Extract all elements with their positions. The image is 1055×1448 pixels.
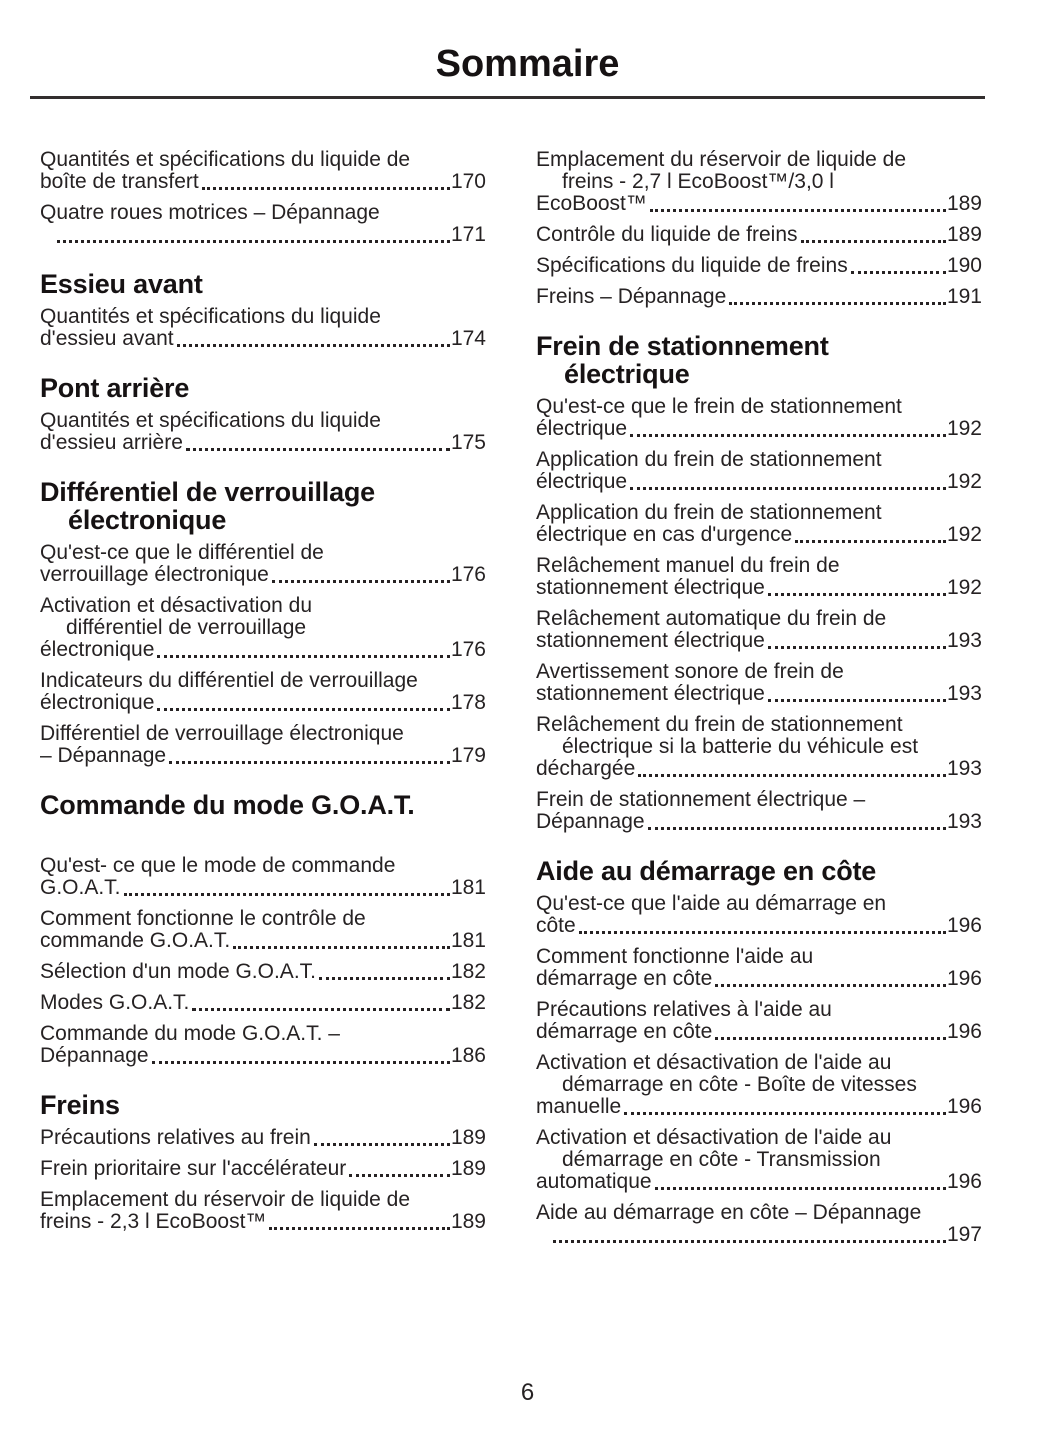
toc-entry[interactable] bbox=[40, 1158, 486, 1180]
toc-entry-leader-line bbox=[536, 1224, 982, 1246]
toc-entry-text: différentiel de verrouillage bbox=[66, 616, 307, 639]
toc-entry-text: électrique si la batterie du véhicule est bbox=[562, 735, 919, 758]
toc-entry-text: Freins – Dépannage bbox=[536, 285, 727, 308]
toc-entry-text: électronique bbox=[40, 691, 155, 714]
dot-leader bbox=[152, 1061, 450, 1064]
section-heading bbox=[40, 791, 486, 819]
section-heading-line: Essieu avant bbox=[40, 269, 203, 299]
toc-entry[interactable] bbox=[40, 961, 486, 983]
toc-entry-text: freins - 2,3 l EcoBoost™ bbox=[40, 1210, 267, 1233]
toc-entry-text: Contrôle du liquide de freins bbox=[536, 223, 798, 246]
toc-entry-leader-line bbox=[536, 224, 982, 246]
entry-page-number: 179 bbox=[450, 744, 486, 767]
toc-entry[interactable] bbox=[536, 714, 982, 780]
toc-entry-text: Sélection d'un mode G.O.A.T. bbox=[40, 960, 316, 983]
toc-column-left bbox=[40, 149, 486, 1255]
toc-entry-leader-line bbox=[40, 1158, 486, 1180]
title-divider bbox=[30, 96, 985, 99]
page-title: Sommaire bbox=[435, 43, 620, 85]
dot-leader bbox=[795, 540, 946, 543]
dot-leader bbox=[768, 593, 946, 596]
toc-entry-text: Qu'est-ce que l'aide au démarrage en bbox=[536, 892, 887, 915]
toc-entry-leader-line bbox=[536, 968, 982, 990]
toc-entry-text: manuelle bbox=[536, 1095, 622, 1118]
toc-entry-text: Précautions relatives au frein bbox=[40, 1126, 311, 1149]
toc-entry[interactable] bbox=[40, 410, 486, 454]
entry-page-number: 193 bbox=[946, 682, 982, 705]
toc-entry-text: démarrage en côte - Transmission bbox=[562, 1148, 881, 1171]
dot-leader bbox=[638, 774, 946, 777]
entry-page-number: 197 bbox=[946, 1223, 982, 1246]
toc-entry[interactable] bbox=[536, 449, 982, 493]
toc-entry-leader-line bbox=[536, 286, 982, 308]
toc-entry-leader-line bbox=[40, 224, 486, 246]
toc-entry[interactable] bbox=[40, 723, 486, 767]
entry-page-number: 176 bbox=[450, 563, 486, 586]
toc-entry[interactable] bbox=[40, 855, 486, 899]
section-heading-line: électronique bbox=[68, 505, 227, 535]
dot-leader bbox=[177, 344, 450, 347]
dot-leader bbox=[124, 893, 450, 896]
dot-leader bbox=[768, 699, 946, 702]
toc-entry-text: freins - 2,7 l EcoBoost™/3,0 l bbox=[562, 170, 834, 193]
toc-entry-text: Relâchement automatique du frein de bbox=[536, 607, 887, 630]
toc-entry-text: verrouillage électronique bbox=[40, 563, 269, 586]
toc-entry-leader-line bbox=[536, 1021, 982, 1043]
toc-entry-text: Emplacement du réservoir de liquide de bbox=[40, 1188, 411, 1211]
toc-entry[interactable] bbox=[536, 224, 982, 246]
section-heading bbox=[40, 1091, 486, 1119]
toc-entry[interactable] bbox=[536, 1127, 982, 1193]
toc-entry-text: Quantités et spécifications du liquide bbox=[40, 409, 381, 432]
toc-entry-text: Qu'est-ce que le frein de stationnement bbox=[536, 395, 902, 418]
entry-page-number: 189 bbox=[946, 192, 982, 215]
entry-page-number: 192 bbox=[946, 576, 982, 599]
toc-entry-text: démarrage en côte - Boîte de vitesses bbox=[562, 1073, 917, 1096]
dot-leader bbox=[269, 1227, 450, 1230]
toc-entry-leader-line bbox=[40, 692, 486, 714]
toc-entry-leader-line bbox=[40, 1127, 486, 1149]
toc-entry-text: Aide au démarrage en côte – Dépannage bbox=[536, 1201, 922, 1224]
entry-page-number: 191 bbox=[946, 285, 982, 308]
toc-entry-leader-line bbox=[536, 471, 982, 493]
entry-page-number: 192 bbox=[946, 523, 982, 546]
toc-entry[interactable] bbox=[40, 1189, 486, 1233]
entry-page-number: 193 bbox=[946, 757, 982, 780]
toc-entry-text: stationnement électrique bbox=[536, 576, 765, 599]
toc-entry-text: Comment fonctionne l'aide au bbox=[536, 945, 814, 968]
toc-entry-text: Avertissement sonore de frein de bbox=[536, 660, 844, 683]
entry-page-number: 171 bbox=[450, 223, 486, 246]
toc-entry-leader-line bbox=[536, 255, 982, 277]
entry-page-number: 193 bbox=[946, 629, 982, 652]
entry-page-number: 182 bbox=[450, 960, 486, 983]
section-heading bbox=[40, 270, 486, 298]
toc-entry[interactable] bbox=[536, 661, 982, 705]
toc-entry-text: Dépannage bbox=[40, 1044, 149, 1067]
dot-leader bbox=[157, 655, 450, 658]
toc-entry[interactable] bbox=[40, 1127, 486, 1149]
entry-page-number: 189 bbox=[450, 1126, 486, 1149]
entry-page-number: 192 bbox=[946, 470, 982, 493]
entry-page-number: 193 bbox=[946, 810, 982, 833]
toc-entry-text: déchargée bbox=[536, 757, 636, 780]
toc-entry-text: commande G.O.A.T. bbox=[40, 929, 231, 952]
toc-entry-text: Différentiel de verrouillage électronique bbox=[40, 722, 404, 745]
toc-entry-leader-line bbox=[40, 961, 486, 983]
entry-page-number: 189 bbox=[946, 223, 982, 246]
toc-entry-text: Indicateurs du différentiel de verrouillage bbox=[40, 669, 418, 692]
toc-entry-leader-line bbox=[40, 564, 486, 586]
toc-entry-leader-line bbox=[40, 930, 486, 952]
page-number: 6 bbox=[520, 1379, 535, 1406]
toc-entry[interactable] bbox=[40, 202, 486, 246]
entry-page-number: 196 bbox=[946, 967, 982, 990]
toc-entry-leader-line bbox=[536, 811, 982, 833]
dot-leader bbox=[319, 977, 450, 980]
dot-leader bbox=[655, 1187, 946, 1190]
toc-entry-text: électrique bbox=[536, 417, 628, 440]
dot-leader bbox=[314, 1143, 450, 1146]
toc-entry[interactable] bbox=[536, 396, 982, 440]
entry-page-number: 170 bbox=[450, 170, 486, 193]
toc-entry-text: Frein de stationnement électrique – bbox=[536, 788, 866, 811]
dot-leader bbox=[624, 1112, 946, 1115]
dot-leader bbox=[630, 487, 946, 490]
toc-entry-leader-line bbox=[536, 577, 982, 599]
entry-page-number: 189 bbox=[450, 1157, 486, 1180]
dot-leader bbox=[57, 240, 450, 243]
section-heading bbox=[40, 478, 486, 534]
toc-entry-text: Application du frein de stationnement bbox=[536, 501, 882, 524]
toc-entry-text: Modes G.O.A.T. bbox=[40, 991, 190, 1014]
dot-leader bbox=[192, 1008, 450, 1011]
toc-entry-text: stationnement électrique bbox=[536, 682, 765, 705]
toc-entry-text: Activation et désactivation de l'aide au bbox=[536, 1051, 892, 1074]
toc-entry[interactable] bbox=[40, 149, 486, 193]
section-heading-line: Pont arrière bbox=[40, 373, 190, 403]
toc-entry[interactable] bbox=[40, 306, 486, 350]
entry-page-number: 196 bbox=[946, 1020, 982, 1043]
entry-page-number: 189 bbox=[450, 1210, 486, 1233]
dot-leader bbox=[202, 187, 450, 190]
toc-entry-text: côte bbox=[536, 914, 576, 937]
toc-entry-text: Précautions relatives à l'aide au bbox=[536, 998, 832, 1021]
section-heading-line: Aide au démarrage en côte bbox=[536, 856, 877, 886]
toc-entry-text: automatique bbox=[536, 1170, 652, 1193]
toc-entry[interactable] bbox=[40, 908, 486, 952]
toc-entry[interactable] bbox=[40, 595, 486, 661]
dot-leader bbox=[349, 1174, 450, 1177]
toc bbox=[0, 149, 1055, 1255]
toc-entry-text: électronique bbox=[40, 638, 155, 661]
entry-page-number: 196 bbox=[946, 914, 982, 937]
toc-entry-text: électrique en cas d'urgence bbox=[536, 523, 793, 546]
toc-entry[interactable] bbox=[40, 542, 486, 586]
toc-entry-text: Relâchement du frein de stationnement bbox=[536, 713, 903, 736]
dot-leader bbox=[553, 1240, 946, 1243]
dot-leader bbox=[233, 946, 450, 949]
entry-page-number: 176 bbox=[450, 638, 486, 661]
dot-leader bbox=[715, 984, 946, 987]
toc-entry-leader-line bbox=[536, 418, 982, 440]
toc-entry-leader-line bbox=[536, 193, 982, 215]
toc-entry-text: Comment fonctionne le contrôle de bbox=[40, 907, 366, 930]
toc-entry-text: Quatre roues motrices – Dépannage bbox=[40, 201, 380, 224]
toc-entry-text: démarrage en côte bbox=[536, 967, 713, 990]
dot-leader bbox=[186, 448, 450, 451]
toc-entry-text: Commande du mode G.O.A.T. – bbox=[40, 1022, 340, 1045]
toc-entry-text: boîte de transfert bbox=[40, 170, 199, 193]
toc-entry[interactable] bbox=[40, 1023, 486, 1067]
section-heading bbox=[536, 332, 982, 388]
entry-page-number: 182 bbox=[450, 991, 486, 1014]
toc-entry[interactable] bbox=[536, 149, 982, 215]
toc-entry-text: Application du frein de stationnement bbox=[536, 448, 882, 471]
section-heading-line: électrique bbox=[564, 359, 690, 389]
section-heading bbox=[40, 374, 486, 402]
toc-entry-text: Qu'est- ce que le mode de commande bbox=[40, 854, 396, 877]
entry-page-number: 190 bbox=[946, 254, 982, 277]
toc-entry-leader-line bbox=[40, 745, 486, 767]
toc-entry[interactable] bbox=[536, 555, 982, 599]
toc-entry[interactable] bbox=[536, 893, 982, 937]
toc-entry-leader-line bbox=[536, 524, 982, 546]
dot-leader bbox=[579, 931, 946, 934]
toc-entry-text: Emplacement du réservoir de liquide de bbox=[536, 148, 907, 171]
toc-entry-text: Dépannage bbox=[536, 810, 645, 833]
dot-leader bbox=[715, 1037, 946, 1040]
toc-column-right bbox=[536, 149, 982, 1255]
dot-leader bbox=[648, 827, 946, 830]
toc-entry-text: – Dépannage bbox=[40, 744, 167, 767]
toc-entry-text: stationnement électrique bbox=[536, 629, 765, 652]
entry-page-number: 175 bbox=[450, 431, 486, 454]
toc-entry-leader-line bbox=[40, 1045, 486, 1067]
toc-entry[interactable] bbox=[536, 502, 982, 546]
toc-entry[interactable] bbox=[40, 992, 486, 1014]
toc-entry-text: Frein prioritaire sur l'accélérateur bbox=[40, 1157, 347, 1180]
toc-entry-leader-line bbox=[536, 630, 982, 652]
dot-leader bbox=[272, 580, 450, 583]
toc-entry-text: Activation et désactivation de l'aide au bbox=[536, 1126, 892, 1149]
dot-leader bbox=[630, 434, 946, 437]
toc-entry-leader-line bbox=[536, 915, 982, 937]
toc-entry-leader-line bbox=[40, 639, 486, 661]
toc-entry[interactable] bbox=[536, 789, 982, 833]
toc-entry-leader-line bbox=[536, 683, 982, 705]
entry-page-number: 178 bbox=[450, 691, 486, 714]
toc-entry-text: démarrage en côte bbox=[536, 1020, 713, 1043]
toc-entry[interactable] bbox=[536, 999, 982, 1043]
toc-entry[interactable] bbox=[536, 286, 982, 308]
toc-entry[interactable] bbox=[536, 255, 982, 277]
entry-page-number: 174 bbox=[450, 327, 486, 350]
dot-leader bbox=[851, 271, 946, 274]
toc-entry[interactable] bbox=[536, 1052, 982, 1118]
toc-entry-text: G.O.A.T. bbox=[40, 876, 121, 899]
section-heading-line: Freins bbox=[40, 1090, 120, 1120]
entry-page-number: 181 bbox=[450, 876, 486, 899]
dot-leader bbox=[801, 240, 946, 243]
toc-entry-text: d'essieu avant bbox=[40, 327, 174, 350]
toc-entry-leader-line bbox=[40, 1211, 486, 1233]
section-heading-line: Différentiel de verrouillage bbox=[40, 477, 375, 507]
toc-entry-text: Quantités et spécifications du liquide bbox=[40, 305, 381, 328]
entry-page-number: 196 bbox=[946, 1170, 982, 1193]
entry-page-number: 186 bbox=[450, 1044, 486, 1067]
toc-entry-text: électrique bbox=[536, 470, 628, 493]
toc-entry-leader-line bbox=[40, 432, 486, 454]
section-heading-line: Frein de stationnement bbox=[536, 331, 829, 361]
toc-entry-leader-line bbox=[40, 171, 486, 193]
toc-entry[interactable] bbox=[536, 1202, 982, 1246]
dot-leader bbox=[650, 209, 946, 212]
toc-entry-leader-line bbox=[536, 1096, 982, 1118]
toc-entry[interactable] bbox=[40, 670, 486, 714]
toc-entry[interactable] bbox=[536, 946, 982, 990]
dot-leader bbox=[768, 646, 946, 649]
toc-entry-text: Spécifications du liquide de freins bbox=[536, 254, 848, 277]
section-heading bbox=[536, 857, 982, 885]
toc-entry-text: EcoBoost™ bbox=[536, 192, 647, 215]
toc-entry-leader-line bbox=[536, 758, 982, 780]
section-heading-line: Commande du mode G.O.A.T. bbox=[40, 790, 415, 820]
toc-entry[interactable] bbox=[536, 608, 982, 652]
toc-entry-text: Activation et désactivation du bbox=[40, 594, 312, 617]
toc-entry-leader-line bbox=[40, 877, 486, 899]
toc-entry-text: Qu'est-ce que le différentiel de bbox=[40, 541, 324, 564]
entry-page-number: 196 bbox=[946, 1095, 982, 1118]
toc-entry-leader-line bbox=[40, 328, 486, 350]
dot-leader bbox=[729, 302, 946, 305]
dot-leader bbox=[157, 708, 450, 711]
entry-page-number: 181 bbox=[450, 929, 486, 952]
toc-entry-text: Quantités et spécifications du liquide de bbox=[40, 148, 411, 171]
toc-entry-leader-line bbox=[40, 992, 486, 1014]
toc-entry-text: Relâchement manuel du frein de bbox=[536, 554, 840, 577]
toc-entry-text: d'essieu arrière bbox=[40, 431, 183, 454]
toc-entry-leader-line bbox=[536, 1171, 982, 1193]
dot-leader bbox=[169, 761, 450, 764]
entry-page-number: 192 bbox=[946, 417, 982, 440]
